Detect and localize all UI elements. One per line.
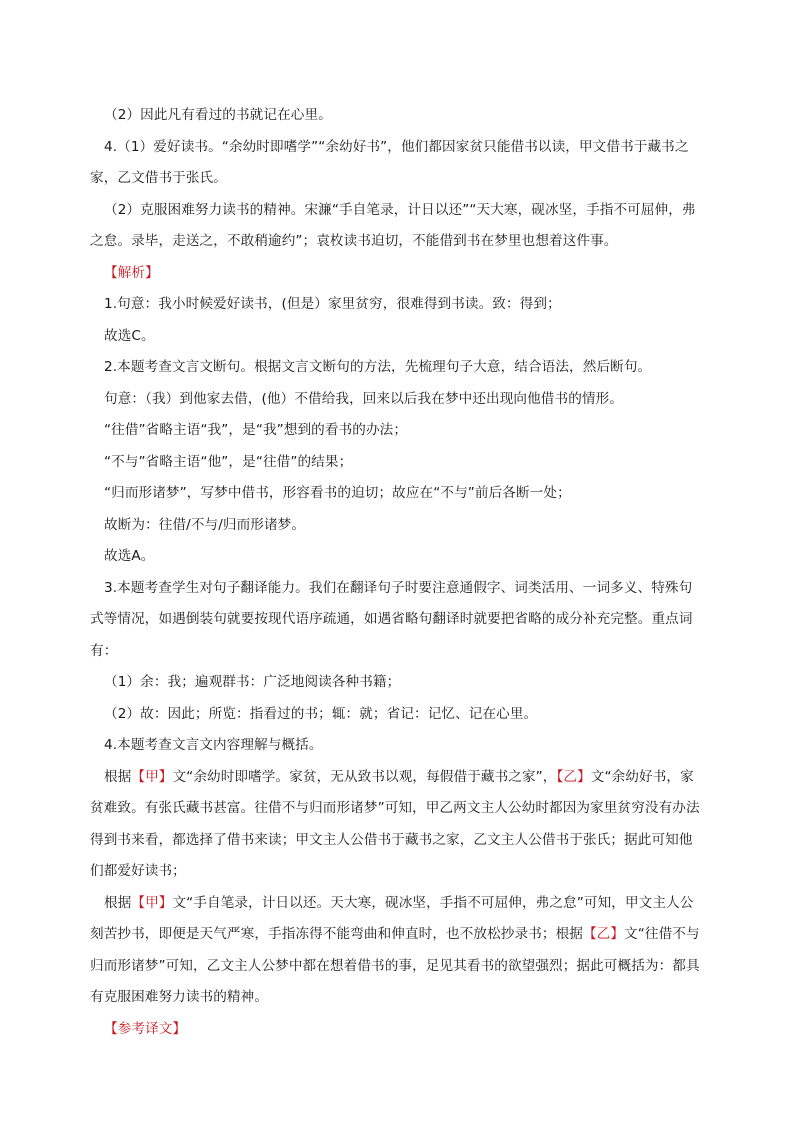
paragraph <box>90 888 700 1014</box>
paragraph-text: 文“余幼好书，家贫难致。有张氏藏书甚富。往借不与归而形诸梦”可知，甲乙两文主人公幼时都因为家里贫穷没有办法得到书来看，都选择了借书来读；甲文主人公借书于藏书之家，乙文主人公借书于张氏；据此可知他们都爱好读书； <box>90 768 700 879</box>
paragraph <box>90 699 700 731</box>
paragraph <box>90 100 700 132</box>
paragraph-text: 故选C。 <box>104 327 155 344</box>
paragraph-text: “归而形诸梦”，写梦中借书，形容看书的迫切；故应在“不与”前后各断一处； <box>104 485 571 501</box>
highlighted-label: 【甲】 <box>131 894 173 911</box>
paragraph-text: 1.句意：我小时候爱好读书，(但是）家里贫穷，很难得到书读。致：得到； <box>104 296 561 312</box>
paragraph-text: 故选A。 <box>104 548 155 564</box>
paragraph-text: “往借”省略主语“我”，是“我”想到的看书的办法； <box>104 422 408 438</box>
paragraph <box>90 132 700 195</box>
paragraph-text: 根据 <box>104 894 132 911</box>
highlighted-label: 【甲】 <box>131 768 173 785</box>
paragraph <box>90 541 700 573</box>
paragraph-text: 文“余幼时即嗜学。家贫，无从致书以观，每假借于藏书之家”， <box>172 768 557 785</box>
paragraph-text: “不与”省略主语“他”，是“往借”的结果； <box>104 453 353 470</box>
highlighted-label: 【乙】 <box>556 768 591 785</box>
paragraph <box>90 352 700 384</box>
paragraph <box>90 478 700 510</box>
paragraph <box>90 667 700 699</box>
highlighted-label: 【参考译文】 <box>104 1020 187 1037</box>
paragraph-text: （2）因此凡有看过的书就记在心里。 <box>104 107 332 123</box>
paragraph <box>90 730 700 762</box>
paragraph-text: 4.（1）爱好读书。“余幼时即嗜学”“余幼好书”，他们都因家贫只能借书以读，甲文借书于藏书之家，乙文借书于张氏。 <box>90 138 689 186</box>
paragraph <box>90 195 700 258</box>
paragraph-text: 根据 <box>104 768 132 785</box>
paragraph-text: （2）克服困难努力读书的精神。宋濂“手自笔录，计日以还”“天大寒，砚冰坚，手指不可屈伸，弗之怠。录毕，走送之，不敢稍逾约”；袁枚读书迫切，不能借到书在梦里也想着这件事。 <box>90 201 696 249</box>
paragraph-text: 2.本题考查文言文断句。根据文言文断句的方法，先梳理句子大意，结合语法，然后断句。 <box>104 359 652 375</box>
paragraph <box>90 1014 700 1046</box>
paragraph-text: 故断为：往借/不与/归而形诸梦。 <box>104 516 306 533</box>
paragraph <box>90 510 700 542</box>
paragraph-text: 4.本题考查文言文内容理解与概括。 <box>104 737 323 753</box>
paragraph <box>90 447 700 479</box>
highlighted-label: 【解析】 <box>104 264 159 281</box>
paragraph <box>90 289 700 321</box>
highlighted-label: 【乙】 <box>582 926 625 942</box>
paragraph <box>90 258 700 290</box>
paragraph-text: 3.本题考查学生对句子翻译能力。我们在翻译句子时要注意通假字、词类活用、一词多义、特殊句式等情况，如遇倒装句就要按现代语序疏通，如遇省略句翻译时就要把省略的成分补充完整。重点词有： <box>90 579 693 659</box>
paragraph <box>90 573 700 668</box>
paragraph <box>90 384 700 416</box>
paragraph-text: 文“手自笔录，计日以还。天大寒，砚冰坚，手指不可屈伸，弗之怠”可知，甲文主人公刻苦抄书，即便是天气严寒，手指冻得不能弯曲和伸直时，也不放松抄录书；根据 <box>90 894 694 942</box>
paragraph-text: 文“往借不与归而形诸梦”可知，乙文主人公梦中都在想着借书的事，足见其看书的欲望强烈；据此可概括为：都具有克服困难努力读书的精神。 <box>90 926 700 1005</box>
paragraph-text: （2）故：因此；所览：指看过的书；辄：就；省记：记忆、记在心里。 <box>104 705 538 722</box>
paragraph-text: （1）余：我；遍观群书：广泛地阅读各种书籍； <box>104 674 401 690</box>
paragraph-text: 句意：（我）到他家去借，(他）不借给我，回来以后我在梦中还出现向他借书的情形。 <box>104 390 623 407</box>
paragraph <box>90 321 700 353</box>
paragraph <box>90 415 700 447</box>
paragraph <box>90 762 700 888</box>
